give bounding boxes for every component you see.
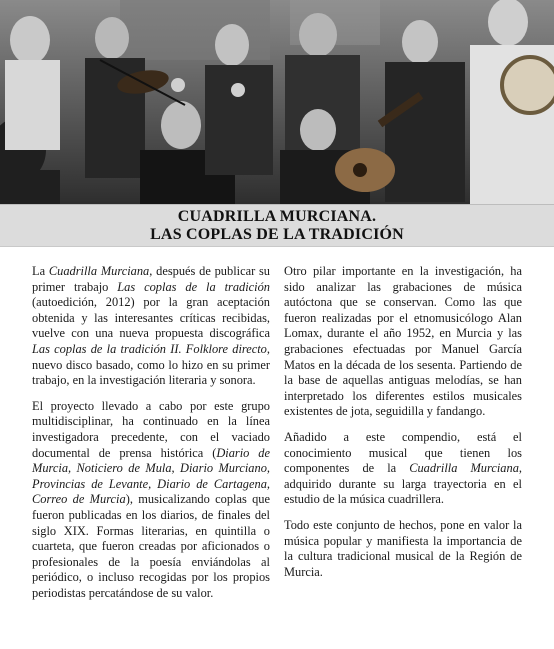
text-run: , nuevo disco basado, como lo hizo en su primer trabajo, en la investigación literaria y sonora. — [32, 341, 270, 388]
title-band — [0, 204, 554, 247]
article-title — [0, 205, 554, 244]
paragraph — [32, 399, 270, 602]
title-line-2: LAS COPLAS DE LA TRADICIÓN — [150, 226, 404, 243]
text-run: La — [32, 264, 49, 278]
title-line-1: CUADRILLA MURCIANA. — [177, 208, 377, 225]
article-body — [32, 264, 522, 601]
italic-text: Las coplas de la tradición II. Folklore directo — [32, 341, 267, 356]
italic-text: Diario de Murcia, Noticiero de Mula, Diario Murciano, Provincias de Levante, Diario de Cartagena, Correo de Murcia — [32, 445, 270, 507]
text-run: El proyecto llevado a cabo por este grupo multidisciplinar, ha continuado en la línea investigadora precedente, con el vaciado documental de prensa histórica ( — [32, 398, 270, 460]
text-run: Añadido a este compendio, está el conocimiento musical que tienen los componentes de la — [284, 429, 522, 476]
text-run: ), musicalizando coplas que fueron publicadas en los diarios, de finales del siglo XIX. Formas literarias, en quintilla o cuarteta, que fueron creadas por aficionados o profesionales de la poesía enviándolas al periódico, o incluso recogidas por los propios periodistas percatándose de su valor. — [32, 492, 270, 600]
paragraph — [284, 518, 522, 580]
italic-text: Cuadrilla Murciana — [409, 461, 519, 476]
column-left — [32, 264, 270, 601]
italic-text: Cuadrilla Murciana — [48, 264, 150, 278]
paragraph — [284, 430, 522, 508]
column-right — [284, 264, 522, 601]
text-run: Todo este conjunto de hechos, pone en valor la música popular y manifiesta la importancia de la cultura tradicional musical de la Región de Murcia. — [284, 517, 522, 579]
text-run: , después de publicar su primer trabajo — [32, 264, 271, 294]
paragraph — [284, 264, 522, 420]
paragraph — [32, 264, 270, 389]
group-photo — [0, 0, 554, 204]
group-photo-illustration — [0, 0, 554, 204]
text-run: Otro pilar importante en la investigación, ha sido analizar las grabaciones de música autóctona que se conservan. Como las que fueron realizadas por el etnomusicólogo Alan Lomax, durante el año 1952, en Murcia y las grabaciones efectuadas por Manuel García Matos en la década de los sesenta. Partiendo de la base de aquellas antiguas melodías, se han interpretado los diferentes estilos musicales existentes de jota, seguidilla y fandango. — [284, 264, 522, 419]
text-run: , adquirido durante su larga trayectoria en el estudio de la música cuadrillera. — [284, 461, 522, 507]
italic-text: Las coplas de la tradición — [117, 279, 270, 294]
text-run: (autoedición, 2012) por la gran aceptación obtenida y las interesantes críticas recibidas, vuelve con una nueva propuesta discográfica — [32, 295, 270, 341]
